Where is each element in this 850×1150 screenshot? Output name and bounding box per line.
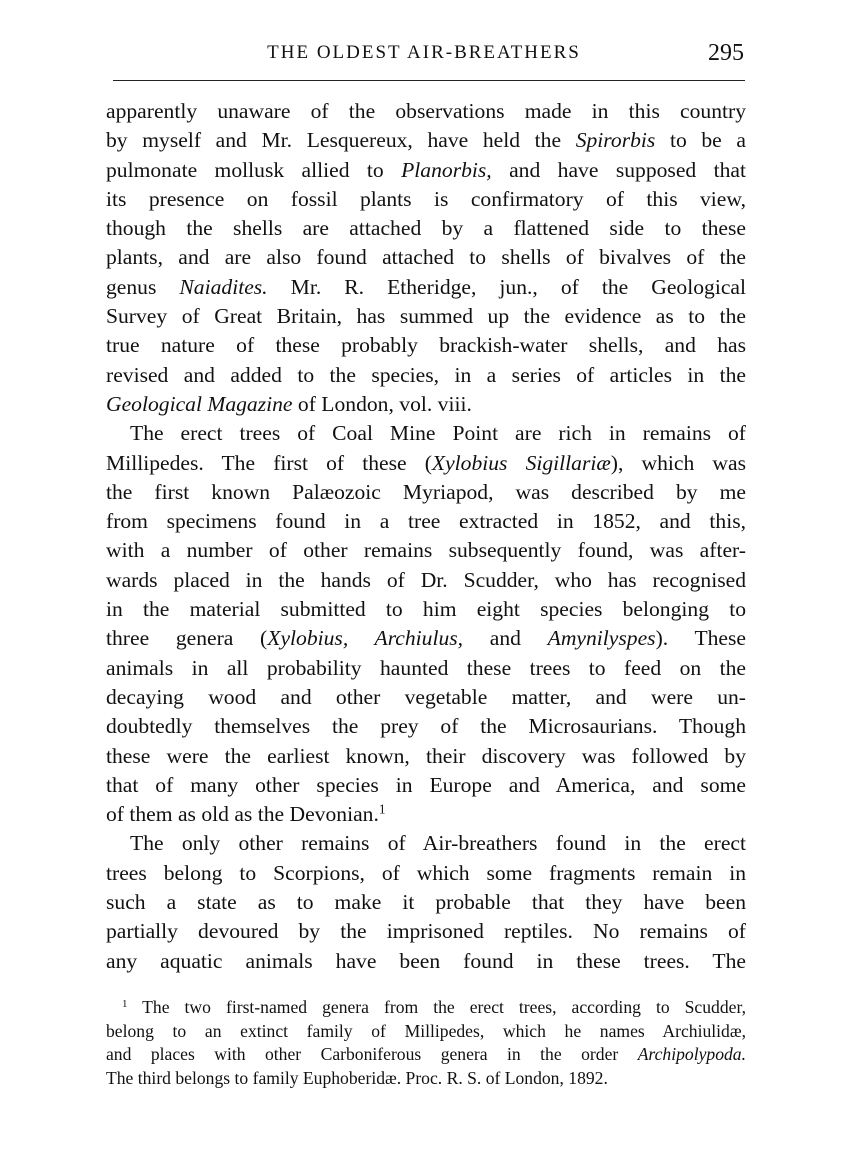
text-line: any aquatic animals have been found in these trees. The [106, 948, 746, 973]
italic-genus: Xylobius, Archiulus, [267, 626, 464, 651]
text-line: Geological Magazine of London, vol. viii. [106, 391, 472, 416]
text-line: The only other remains of Air-breathers found in the erect [130, 831, 746, 856]
text-line: true nature of these probably brackish-water shells, and has [106, 333, 746, 358]
footnote-marker: 1 [122, 998, 128, 1010]
text-line: doubtedly themselves the prey of the Microsaurians. Though [106, 714, 746, 739]
page-number: 295 [708, 40, 744, 66]
paragraph-1 [106, 97, 746, 419]
text-line: The erect trees of Coal Mine Point are rich in remains of [130, 421, 746, 446]
text-line: with a number of other remains subsequently found, was after- [106, 538, 746, 563]
text-line: of them as old as the Devonian.$^1$ [106, 801, 386, 827]
text-line: though the shells are attached by a flattened side to these [106, 216, 746, 241]
text-line: that of many other species in Europe and America, and some [106, 772, 746, 797]
text-line: the first known Palæozoic Myriapod, was described by me [106, 479, 746, 504]
footnote-line: belong to an extinct family of Millipedes, which he names Archiulidæ, [106, 1020, 746, 1041]
footnote-line: The third belongs to family Euphoberidæ. Proc. R. S. of London, 1892. [106, 1067, 608, 1088]
text-line: animals in all probability haunted these trees to feed on the [106, 655, 746, 680]
footnote-line: and places with other Carboniferous genera in the order Archipolypoda. [106, 1044, 746, 1064]
text-line: Millipedes. The first of these (Xylobius Sigillariæ), which was [106, 450, 746, 475]
paragraph-3 [106, 829, 746, 975]
text-line: partially devoured by the imprisoned reptiles. No remains of [106, 919, 746, 944]
text-line: by myself and Mr. Lesquereux, have held the Spirorbis to be a [106, 128, 746, 153]
paragraph-2 [106, 419, 746, 829]
italic-genus: Spirorbis [575, 128, 656, 153]
footnote-reference[interactable]: 1 [378, 801, 386, 817]
text-line: revised and added to the species, in a series of articles in the [106, 362, 746, 387]
text-line: such a state as to make it probable that they have been [106, 890, 746, 915]
italic-species: Xylobius Sigillariæ [431, 450, 611, 475]
text-line: genus Naiadites. Mr. R. Etheridge, jun., of the Geological [106, 274, 746, 299]
text-line: Survey of Great Britain, has summed up the evidence as to the [106, 304, 746, 329]
text-line: pulmonate mollusk allied to Planorbis, and have supposed that [106, 157, 746, 182]
text-line: plants, and are also found attached to shells of bivalves of the [106, 245, 746, 270]
text-line: three genera (Xylobius, Archiulus, and Amynilyspes). These [106, 626, 746, 651]
header-rule [113, 80, 745, 81]
italic-genus: Planorbis, [401, 157, 492, 182]
italic-genus: Amynilyspes [547, 626, 656, 651]
text-line: its presence on fossil plants is confirmatory of this view, [106, 186, 746, 211]
text-line: from specimens found in a tree extracted in 1852, and this, [106, 509, 746, 534]
italic-genus: Naiadites. [179, 274, 268, 299]
text-line: apparently unaware of the observations made in this country [106, 99, 746, 123]
running-head [104, 40, 744, 72]
footnote [106, 996, 746, 1090]
text-line: these were the earliest known, their discovery was followed by [106, 743, 746, 768]
text-line: wards placed in the hands of Dr. Scudder, who has recognised [106, 567, 746, 592]
italic-journal: Geological Magazine [106, 391, 293, 416]
text-line: decaying wood and other vegetable matter, and were un- [106, 684, 746, 709]
body-text [106, 97, 746, 976]
footnote-line: $^1$ The two first-named genera from the erect trees, according to Scudder, [122, 997, 746, 1017]
italic-order: Archipolypoda. [637, 1044, 746, 1064]
text-line: in the material submitted to him eight species belonging to [106, 597, 746, 622]
text-line: trees belong to Scorpions, of which some fragments remain in [106, 860, 746, 885]
running-title: THE OLDEST AIR-BREATHERS [267, 42, 581, 63]
